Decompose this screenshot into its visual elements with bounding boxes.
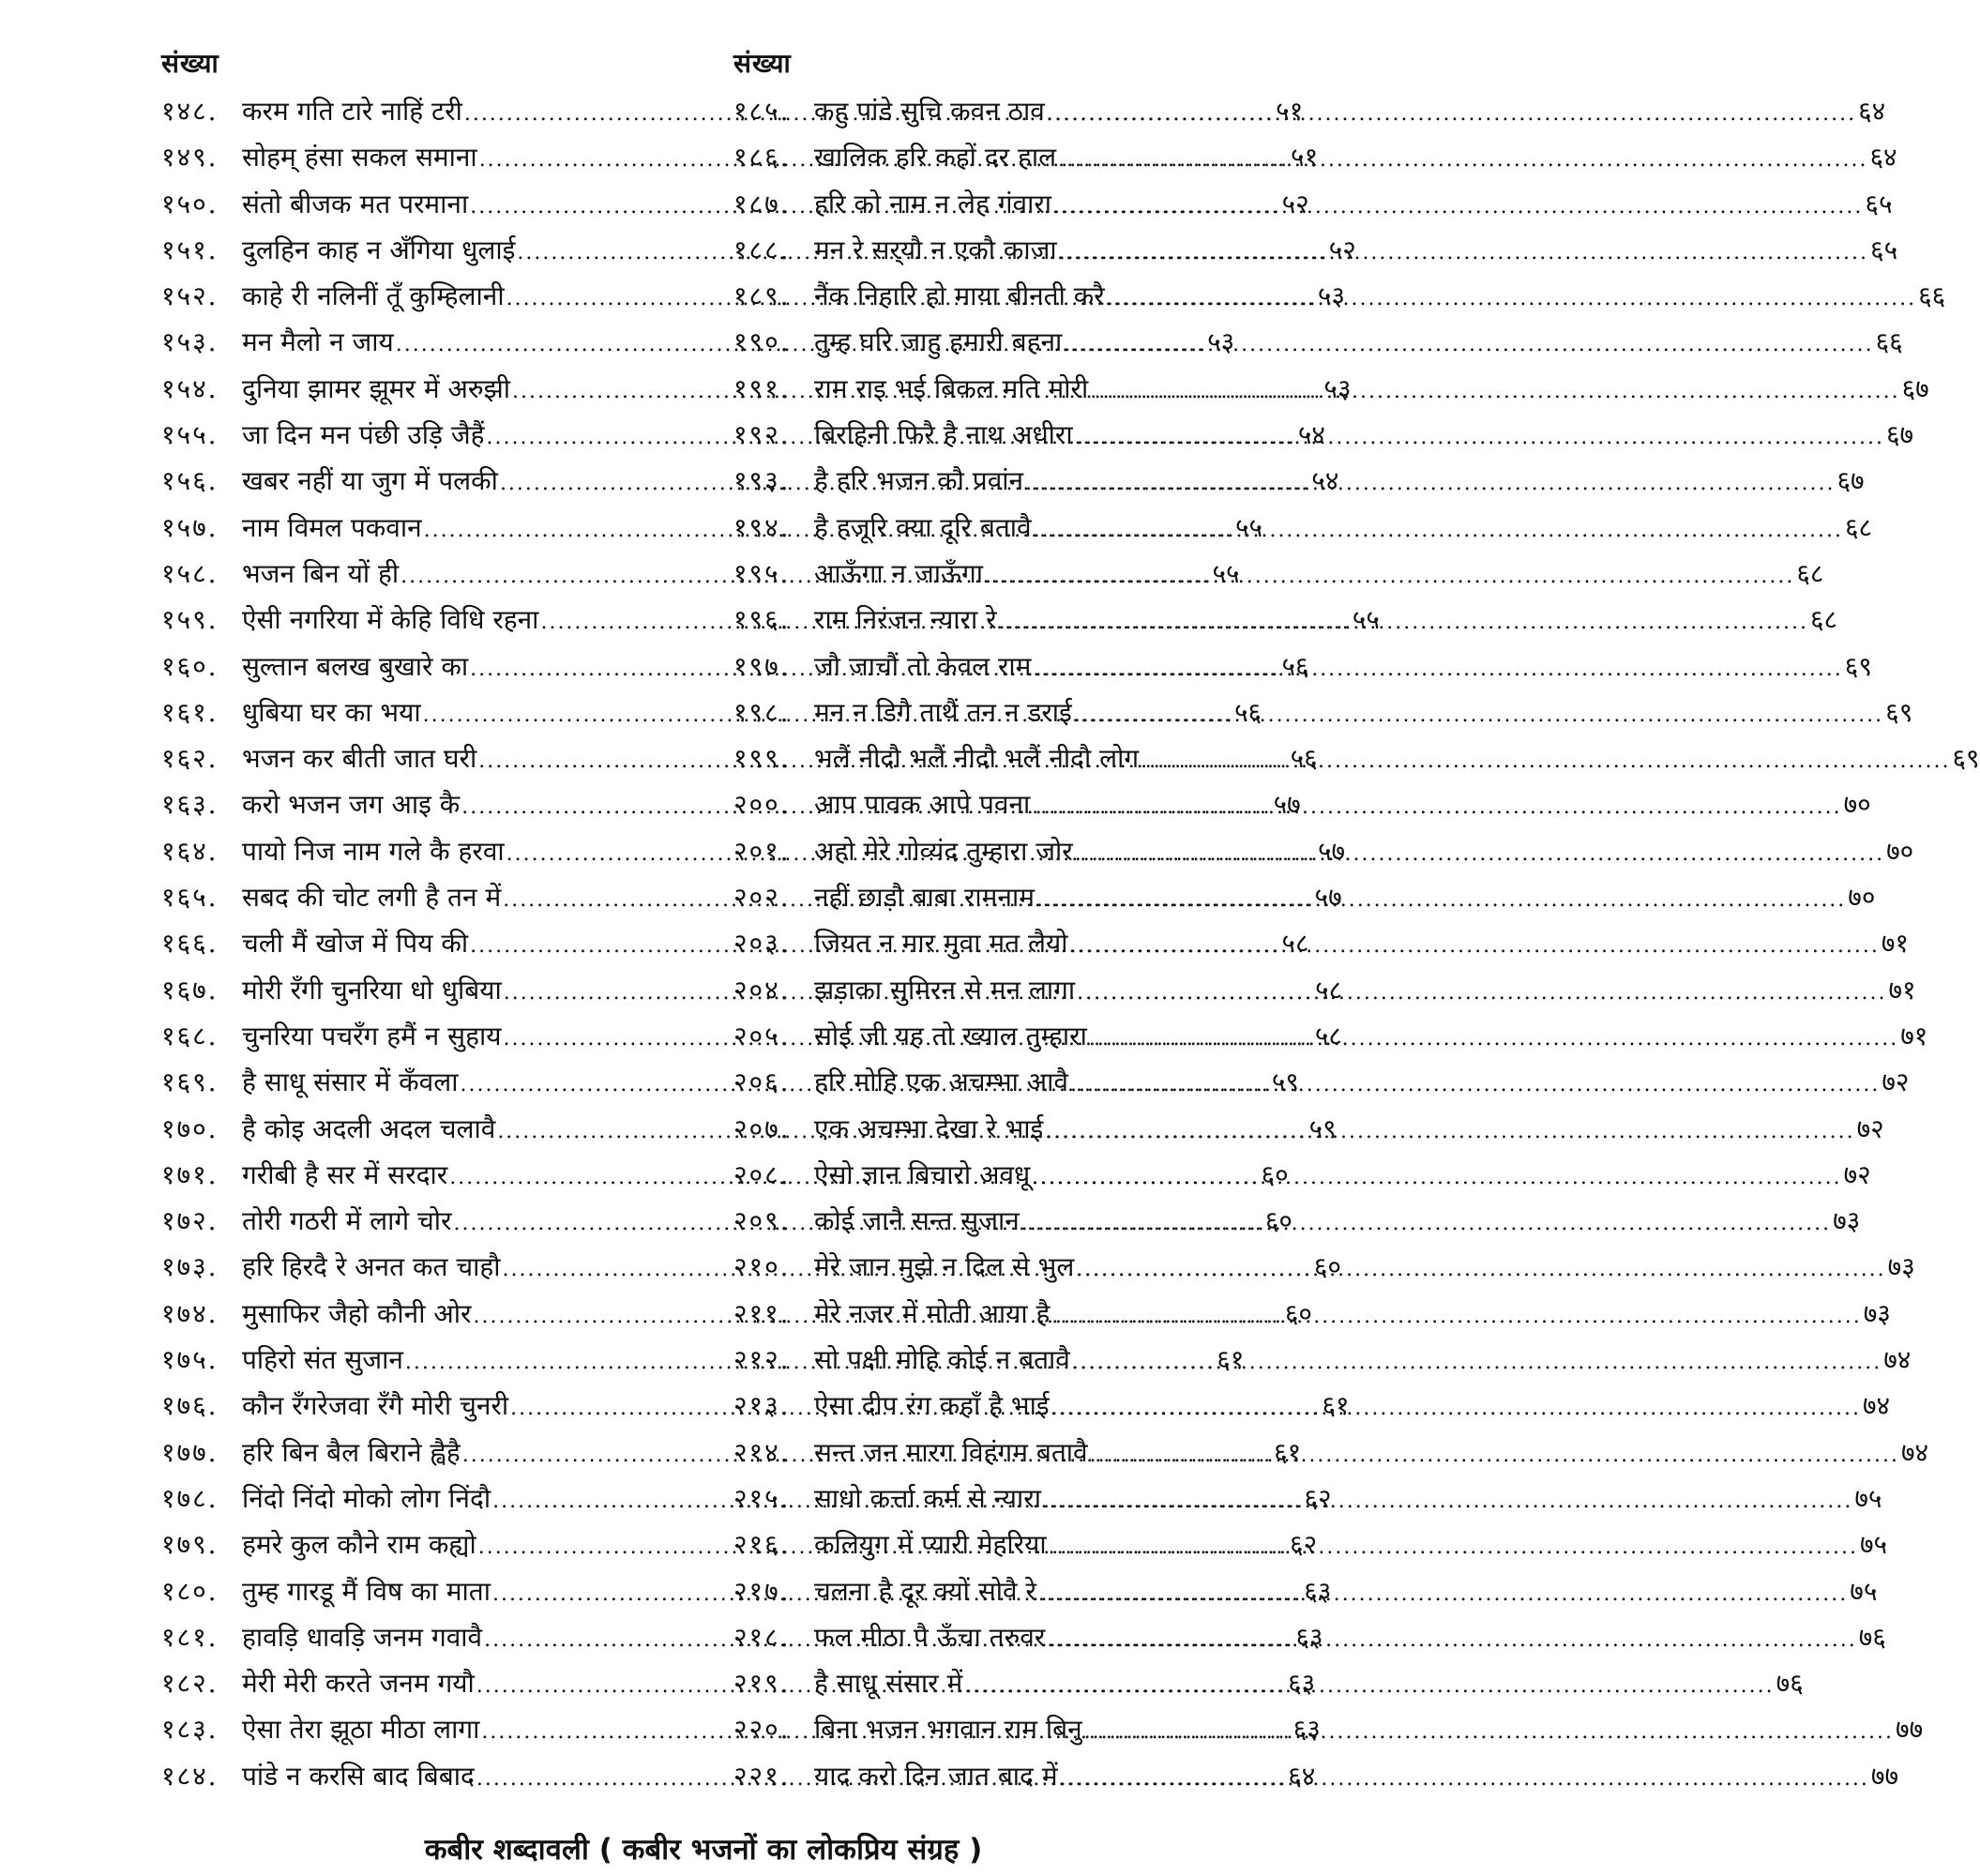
entry-number: १७६.: [161, 1390, 219, 1422]
entry-number: १६८.: [161, 1020, 219, 1051]
dot-leader: [1074, 692, 1883, 738]
dot-leader: [1076, 1247, 1885, 1293]
entry-page: ५५: [1212, 557, 1240, 589]
entry-number: १५०.: [161, 188, 219, 219]
entry-title: जौ जाचौं तो केवल राम: [814, 650, 1032, 682]
entry-title: मन मैलो न जाय: [242, 326, 394, 358]
entry-page: ५९: [1308, 1112, 1337, 1144]
entry-page: ६२: [1304, 1482, 1332, 1514]
entry-page: ६०: [1261, 1158, 1289, 1190]
entry-number: १५९.: [161, 604, 219, 636]
entry-title: फल मीठा पै ऊँचा तरुवर: [814, 1621, 1046, 1653]
entry-title: पांडे न करसि बाद बिबाद: [242, 1760, 475, 1792]
dot-leader: [1053, 184, 1863, 230]
entry-number: १६६.: [161, 928, 219, 960]
entry-page: ६०: [1313, 1251, 1341, 1283]
entry-title: करम गति टारे नाहिं टरी: [242, 96, 462, 127]
entry-page: ७७: [1896, 1714, 1924, 1746]
entry-title: चली मैं खोज में पिय की: [242, 928, 469, 960]
dot-leader: [1069, 923, 1879, 969]
entry-number: २०४.: [733, 974, 791, 1006]
entry-number: १६७.: [161, 974, 219, 1006]
entry-page: ६७: [1901, 372, 1929, 404]
entry-page: ५२: [1281, 188, 1309, 219]
entry-number: १८४.: [161, 1760, 219, 1792]
entry-number: २१७.: [733, 1575, 791, 1607]
entry-title: राम राइ भई बिकल मति मोरी: [814, 372, 1089, 404]
entry-title: पायो निज नाम गले कै हरवा: [242, 835, 505, 867]
entry-number: २०६.: [733, 1067, 791, 1098]
entry-number: २१२.: [733, 1344, 791, 1376]
entry-title: झड़ाका सुमिरन से मन लागा: [814, 974, 1076, 1006]
entry-title: है साधू संसार में: [814, 1668, 963, 1700]
entry-page: ६१: [1322, 1390, 1350, 1422]
dot-leader: [1043, 1478, 1852, 1524]
entry-page: ५४: [1311, 465, 1339, 497]
entry-number: १७२.: [161, 1205, 219, 1237]
dot-leader: [1034, 507, 1843, 553]
entry-number: १९९.: [733, 743, 791, 775]
entry-page: ६९: [1844, 650, 1872, 682]
entry-title: जा दिन मन पंछी उड़ि जैहैं: [242, 419, 485, 451]
entry-page: ६१: [1217, 1344, 1245, 1376]
entry-title: हरि को नाम न लेह गंवारा: [814, 188, 1052, 219]
entry-title: बिरहिनी फिरै है नाथ अधीरा: [814, 419, 1073, 451]
entry-page: ६४: [1869, 142, 1897, 174]
dot-leader: [1089, 1016, 1898, 1062]
entry-title: हरि मोहि एक अचम्भा आवै: [814, 1067, 1068, 1098]
entry-title: खालिक हरि कहों दर हाल: [814, 142, 1057, 174]
entry-page: ६५: [1865, 188, 1893, 219]
entry-title: खबर नहीं या जुग में पलकी: [242, 465, 498, 497]
entry-number: १८९.: [733, 280, 791, 312]
entry-page: ६६: [1918, 280, 1946, 312]
entry-number: २२१.: [733, 1760, 791, 1792]
entry-number: २१९.: [733, 1668, 791, 1700]
entry-page: ५८: [1281, 928, 1309, 960]
entry-number: २१०.: [733, 1251, 791, 1283]
index-entry: [733, 689, 1913, 735]
entry-title: सुल्तान बलख बुखारे का: [242, 650, 469, 682]
entry-title: आऊँगा न जाऊँगा: [814, 557, 983, 589]
entry-page: ६४: [1288, 1760, 1316, 1792]
dot-leader: [1090, 369, 1899, 415]
dot-leader: [1060, 1756, 1869, 1802]
entry-number: २०७.: [733, 1112, 791, 1144]
entry-title: अहो मेरे गोव्यंद तुम्हारा जोर: [814, 835, 1073, 867]
entry-page: ६१: [1274, 1436, 1302, 1468]
entry-number: १७३.: [161, 1251, 219, 1283]
entry-number: १८५.: [733, 96, 791, 127]
entry-number: २२०.: [733, 1714, 791, 1746]
entry-title: हमरे कुल कौने राम कह्यो: [242, 1529, 476, 1561]
entry-page: ७३: [1887, 1251, 1915, 1283]
dot-leader: [1075, 415, 1884, 461]
entry-number: २१३.: [733, 1390, 791, 1422]
entry-page: ६०: [1284, 1297, 1312, 1329]
column-heading: संख्या: [733, 48, 792, 79]
book-title-footer: कबीर शब्दावली ( कबीर भजनों का लोकप्रिय संग्रह ): [424, 1833, 983, 1867]
entry-number: १५१.: [161, 234, 219, 265]
entry-title: ऐसी नगरिया में केहि विधि रहना: [242, 604, 539, 636]
entry-page: ७५: [1850, 1575, 1878, 1607]
entry-title: धुबिया घर का भया: [242, 696, 421, 728]
entry-title: सो पक्षी मोहि कोई न बतावै: [814, 1344, 1070, 1376]
dot-leader: [1032, 784, 1841, 830]
dot-leader: [1033, 646, 1842, 692]
entry-number: १८२.: [161, 1668, 219, 1700]
entry-page: ७३: [1833, 1205, 1861, 1237]
entry-page: ६४: [1858, 96, 1886, 127]
entry-page: ७५: [1854, 1482, 1882, 1514]
entry-number: १९२.: [733, 419, 791, 451]
entry-number: १६०.: [161, 650, 219, 682]
entry-number: १९४.: [733, 511, 791, 543]
entry-title: ऐसा तेरा झूठा मीठा लागा: [242, 1714, 480, 1746]
entry-title: भजन बिन यों ही: [242, 557, 400, 589]
entry-page: ७०: [1843, 789, 1871, 821]
entry-page: ५८: [1315, 974, 1343, 1006]
entry-number: १८०.: [161, 1575, 219, 1607]
entry-page: ७२: [1856, 1112, 1884, 1144]
entry-number: १५३.: [161, 326, 219, 358]
entry-number: १८३.: [161, 1714, 219, 1746]
entry-number: २१५.: [733, 1482, 791, 1514]
entry-title: है हरि भजन कौ प्रवांन: [814, 465, 1024, 497]
entry-number: २११.: [733, 1297, 791, 1329]
entry-page: ७२: [1882, 1067, 1910, 1098]
entry-page: ७०: [1886, 835, 1914, 867]
entry-title: ऐसा दीप रंग कहाँ है भाई: [814, 1390, 1050, 1422]
entry-title: पहिरो संत सुजान: [242, 1344, 403, 1376]
entry-page: ५५: [1352, 604, 1380, 636]
entry-page: ५७: [1318, 835, 1346, 867]
dot-leader: [1072, 1339, 1882, 1385]
entry-title: नाम विमल पकवान: [242, 511, 422, 543]
dot-leader: [1064, 322, 1873, 368]
entry-title: तोरी गठरी में लागे चोर: [242, 1205, 452, 1237]
entry-page: ६३: [1292, 1714, 1321, 1746]
index-entry: [733, 551, 1824, 597]
index-entry: [733, 319, 1903, 365]
entry-number: २१६.: [733, 1529, 791, 1561]
entry-title: कौन रँगरेजवा रँगै मोरी चुनरी: [242, 1390, 509, 1422]
entry-title: निंदो निंदो मोको लोग निंदौ: [242, 1482, 491, 1514]
entry-number: १५५.: [161, 419, 219, 451]
dot-leader: [1090, 1432, 1899, 1478]
entry-number: २०५.: [733, 1020, 791, 1051]
entry-page: ५६: [1281, 650, 1309, 682]
entry-number: १६३.: [161, 789, 219, 821]
entry-page: ६९: [1885, 696, 1913, 728]
entry-title: एक अचम्भा देखा रे भाई: [814, 1112, 1044, 1144]
entry-title: सबद की चोट लगी है तन में: [242, 882, 502, 914]
entry-title: करो भजन जग आइ कै: [242, 789, 461, 821]
entry-page: ७२: [1843, 1158, 1871, 1190]
entry-number: १६१.: [161, 696, 219, 728]
entry-number: १९५.: [733, 557, 791, 589]
dot-leader: [999, 599, 1808, 645]
entry-title: दुलहिन काह न अँगिया धुलाई: [242, 234, 516, 265]
entry-page: ६८: [1844, 511, 1873, 543]
index-entry: [733, 1337, 1912, 1383]
entry-page: ५७: [1273, 789, 1301, 821]
entry-title: बिना भजन भगवान राम बिनु: [814, 1714, 1082, 1746]
entry-number: १७९.: [161, 1529, 219, 1561]
dot-leader: [1047, 1617, 1856, 1663]
entry-title: चुनरिया पचरँग हमैं न सुहाय: [242, 1020, 502, 1051]
entry-title: दुनिया झामर झूमर में अरुझी: [242, 372, 511, 404]
entry-page: ५७: [1314, 882, 1342, 914]
entry-number: १४८.: [161, 96, 219, 127]
dot-leader: [1075, 831, 1884, 877]
entry-page: ६९: [1952, 743, 1980, 775]
entry-title: हरि बिन बैल बिराने ह्वैहै: [242, 1436, 461, 1468]
entry-number: २०९.: [733, 1205, 791, 1237]
column-heading: संख्या: [161, 48, 219, 79]
entry-number: १७४.: [161, 1297, 219, 1329]
entry-number: २१४.: [733, 1436, 791, 1468]
entry-page: ६२: [1290, 1529, 1318, 1561]
entry-title: है साधू संसार में कँवला: [242, 1067, 459, 1098]
dot-leader: [964, 1663, 1774, 1709]
entry-number: २००.: [733, 789, 791, 821]
dot-leader: [1038, 1571, 1848, 1617]
entry-page: ७५: [1859, 1529, 1888, 1561]
entry-number: १९८.: [733, 696, 791, 728]
dot-leader: [985, 553, 1794, 599]
index-entry: [733, 505, 1873, 551]
entry-page: ६८: [1796, 557, 1824, 589]
dot-leader: [1045, 1109, 1854, 1155]
entry-number: १८१.: [161, 1621, 219, 1653]
entry-page: ७३: [1863, 1297, 1891, 1329]
entry-page: ६०: [1264, 1205, 1292, 1237]
entry-title: संतो बीजक मत परमाना: [242, 188, 469, 219]
entry-title: ऐसो ज्ञान बिचारो अवधू: [814, 1158, 1031, 1190]
dot-leader: [1021, 1201, 1831, 1247]
entry-number: १९७.: [733, 650, 791, 682]
entry-title: काहे री नलिनीं तूँ कुम्हिलानी: [242, 280, 505, 312]
entry-title: मोरी रँगी चुनरिया धो धुबिया: [242, 974, 502, 1006]
entry-page: ६३: [1295, 1621, 1323, 1653]
entry-title: कलियुग में प्यारी मेहरिया: [814, 1529, 1047, 1561]
entry-page: ७४: [1883, 1344, 1912, 1376]
entry-title: कोई जानै सन्त सुजान: [814, 1205, 1020, 1237]
dot-leader: [1047, 91, 1856, 137]
entry-page: ५९: [1271, 1067, 1299, 1098]
entry-number: २१८.: [733, 1621, 791, 1653]
entry-title: मेरे जान मुझे न दिल से भुल: [814, 1251, 1075, 1283]
entry-number: १५७.: [161, 511, 219, 543]
entry-title: नैंक निहारि हो माया बीनती करै: [814, 280, 1105, 312]
dot-leader: [1107, 276, 1916, 322]
dot-leader: [1059, 230, 1868, 276]
entry-page: ६३: [1304, 1575, 1332, 1607]
dot-leader: [1058, 137, 1867, 183]
entry-title: भलैं नीदौ भलैं नीदौ भलैं नीदौ लोग: [814, 743, 1140, 775]
entry-number: २०२.: [733, 882, 791, 914]
dot-leader: [1032, 1155, 1841, 1201]
entry-title: मेरे नजर में मोती आया है: [814, 1297, 1050, 1329]
entry-title: तुम्ह गारडू मैं विष का माता: [242, 1575, 491, 1607]
entry-page: ७६: [1776, 1668, 1804, 1700]
entry-number: १५८.: [161, 557, 219, 589]
entry-page: ७१: [1881, 928, 1909, 960]
entry-title: याद करो दिन जात बाद में: [814, 1760, 1058, 1792]
entry-page: ७४: [1900, 1436, 1929, 1468]
entry-title: जियत न मार मुवा मत लैयो: [814, 928, 1068, 960]
entry-title: चलना है दूर क्यों सोवै रे: [814, 1575, 1036, 1607]
entry-number: १८६.: [733, 142, 791, 174]
entry-page: ५२: [1328, 234, 1356, 265]
entry-number: १५४.: [161, 372, 219, 404]
dot-leader: [1084, 1709, 1894, 1755]
entry-number: १५६.: [161, 465, 219, 497]
entry-title: हरि हिरदै रे अनत कत चाहौ: [242, 1251, 501, 1283]
entry-number: १६५.: [161, 882, 219, 914]
entry-number: १७१.: [161, 1158, 219, 1190]
entry-number: १७८.: [161, 1482, 219, 1514]
entry-page: ५५: [1235, 511, 1263, 543]
entry-title: मेरी मेरी करते जनम गयौ: [242, 1668, 475, 1700]
entry-number: १८७.: [733, 188, 791, 219]
entry-title: साधो कर्त्ता कर्म से न्यारा: [814, 1482, 1041, 1514]
dot-leader: [1077, 970, 1886, 1016]
entry-title: है हजूरि क्या दूरि बतावै: [814, 511, 1032, 543]
dot-leader: [1070, 1062, 1880, 1108]
entry-page: ५४: [1297, 419, 1325, 451]
entry-title: मन न डिगै ताथैं तन न डराई: [814, 696, 1072, 728]
entry-page: ७६: [1858, 1621, 1886, 1653]
entry-number: १४९.: [161, 142, 219, 174]
dot-leader: [1051, 1294, 1861, 1339]
entry-number: २०३.: [733, 928, 791, 960]
entry-page: ७१: [1900, 1020, 1928, 1051]
entry-number: १९३.: [733, 465, 791, 497]
entry-title: सन्त जन मारग विहंगम बतावै: [814, 1436, 1088, 1468]
entry-title: आप पावक आपे पवना: [814, 789, 1031, 821]
entry-number: १६९.: [161, 1067, 219, 1098]
entry-title: सोई जी यह तो ख्याल तुम्हारा: [814, 1020, 1087, 1051]
dot-leader: [1141, 738, 1950, 784]
entry-page: ५८: [1314, 1020, 1342, 1051]
entry-number: १७५.: [161, 1344, 219, 1376]
entry-page: ७१: [1888, 974, 1916, 1006]
entry-page: ७७: [1870, 1760, 1899, 1792]
entry-number: १६२.: [161, 743, 219, 775]
entry-title: हावड़ि धावड़ि जनम गवावै: [242, 1621, 483, 1653]
entry-title: सोहम् हंसा सकल समाना: [242, 142, 477, 174]
entry-page: ५६: [1233, 696, 1262, 728]
entry-number: १८८.: [733, 234, 791, 265]
entry-page: ५६: [1290, 743, 1318, 775]
entry-number: १५२.: [161, 280, 219, 312]
entry-title: मुसाफिर जैहो कौनी ओर: [242, 1297, 472, 1329]
dot-leader: [1025, 461, 1835, 507]
entry-title: तुम्ह घरि जाहु हमारी बहना: [814, 326, 1063, 358]
entry-title: कहु पांडे सुचि कवन ठाव: [814, 96, 1045, 127]
entry-title: मन रे सर्‌यौ न एकौ काजा: [814, 234, 1057, 265]
entry-title: भजन कर बीती जात घरी: [242, 743, 477, 775]
entry-page: ५१: [1291, 142, 1319, 174]
entry-page: ५३: [1323, 372, 1352, 404]
entry-title: राम निरंजन न्यारा रे: [814, 604, 997, 636]
entry-number: १९१.: [733, 372, 791, 404]
dot-leader: [1049, 1524, 1858, 1570]
entry-page: ७४: [1862, 1390, 1891, 1422]
entry-number: १७०.: [161, 1112, 219, 1144]
entry-number: १९६.: [733, 604, 791, 636]
entry-page: ७०: [1848, 882, 1876, 914]
entry-page: ६३: [1288, 1668, 1316, 1700]
entry-page: ६७: [1836, 465, 1865, 497]
entry-page: ५१: [1276, 96, 1304, 127]
entry-page: ५३: [1317, 280, 1346, 312]
dot-leader: [1036, 877, 1846, 923]
entry-title: है कोइ अदली अदल चलावै: [242, 1112, 496, 1144]
entry-page: ६६: [1875, 326, 1903, 358]
entry-title: नहीं छाड़ौ बाबा रामनाम: [814, 882, 1035, 914]
entry-number: २०८.: [733, 1158, 791, 1190]
entry-page: ५३: [1207, 326, 1235, 358]
entry-page: ६८: [1809, 604, 1838, 636]
entry-page: ६५: [1870, 234, 1898, 265]
entry-number: १७७.: [161, 1436, 219, 1468]
entry-number: २०१.: [733, 835, 791, 867]
dot-leader: [1051, 1385, 1861, 1431]
entry-title: गरीबी है सर में सरदार: [242, 1158, 448, 1190]
entry-number: १६४.: [161, 835, 219, 867]
entry-number: १९०.: [733, 326, 791, 358]
entry-page: ६७: [1885, 419, 1914, 451]
